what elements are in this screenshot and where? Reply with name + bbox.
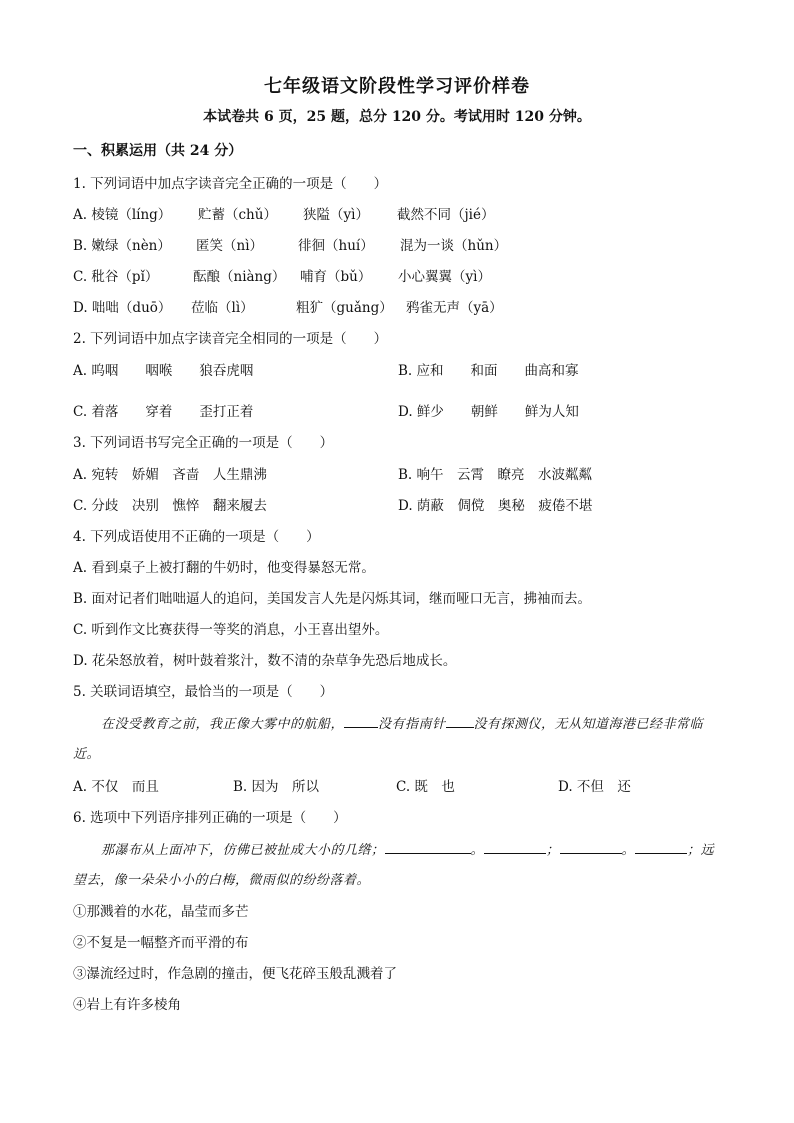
q3-option-b: B. 响午 云霄 瞭亮 水波粼粼 bbox=[398, 467, 593, 483]
q1-option-c-1: C. 秕谷（pǐ） bbox=[73, 269, 159, 285]
q6-passage-line-2: 望去，像一朵朵小小的白梅，微雨似的纷纷落着。 bbox=[73, 873, 371, 888]
q2-option-c: C. 着落 穿着 歪打正着 bbox=[73, 404, 254, 420]
q6-item-2: ②不复是一幅整齐而平滑的布 bbox=[73, 935, 249, 951]
q4-option-b: B. 面对记者们咄咄逼人的追问，美国发言人先是闪烁其词，继而哑口无言，拂袖而去。 bbox=[73, 591, 592, 607]
q1-option-a-2: 贮蓄（chǔ） bbox=[198, 207, 277, 223]
q5-blank-2 bbox=[446, 715, 474, 728]
q5-option-b: B. 因为 所以 bbox=[233, 779, 320, 795]
q1-option-a-1: A. 棱镜（líng） bbox=[73, 207, 172, 223]
q6-blank-3 bbox=[560, 841, 622, 854]
q1-option-b-2: 匿笑（nì） bbox=[196, 238, 264, 254]
q3-option-c: C. 分歧 决别 憔悴 翻来履去 bbox=[73, 498, 267, 514]
q1-option-b-3: 徘徊（huí） bbox=[298, 238, 374, 254]
q5-passage-part-a: 在没受教育之前，我正像大雾中的航船， bbox=[101, 717, 345, 732]
q6-separator-4: ；远 bbox=[687, 843, 715, 858]
q6-item-3: ③瀑流经过时，作急剧的撞击，便飞花碎玉般乱溅着了 bbox=[73, 966, 397, 982]
q1-option-d-1: D. 咄咄（duō） bbox=[73, 300, 172, 316]
q1-option-d-3: 粗犷（guǎng） bbox=[296, 300, 393, 316]
q2-option-a: A. 呜咽 咽喉 狼吞虎咽 bbox=[73, 363, 254, 379]
q4-option-d: D. 花朵怒放着，树叶鼓着浆汁，数不清的杂草争先恐后地成长。 bbox=[73, 653, 457, 669]
q6-separator-2: ； bbox=[546, 843, 560, 858]
q5-option-c: C. 既 也 bbox=[396, 779, 455, 795]
q1-option-a-4: 截然不同（jié） bbox=[397, 207, 495, 223]
q5-passage-part-b: 没有指南针 bbox=[378, 717, 446, 732]
q6-passage-line-1 bbox=[101, 839, 714, 858]
q1-option-b-4: 混为一谈（hǔn） bbox=[400, 238, 508, 254]
q2-option-b: B. 应和 和面 曲高和寡 bbox=[398, 363, 579, 379]
q6-blank-4 bbox=[635, 841, 687, 854]
q1-option-c-4: 小心翼翼（yì） bbox=[398, 269, 491, 285]
question-5-stem: 5. 关联词语填空，最恰当的一项是（ ） bbox=[73, 684, 334, 700]
q1-option-b-1: B. 嫩绿（nèn） bbox=[73, 238, 171, 254]
q6-item-1: ①那溅着的水花，晶莹而多芒 bbox=[73, 904, 249, 920]
q5-blank-1 bbox=[344, 715, 378, 728]
q5-option-d: D. 不但 还 bbox=[558, 779, 631, 795]
q1-option-a-3: 狭隘（yì） bbox=[303, 207, 369, 223]
q4-option-c: C. 听到作文比赛获得一等奖的消息，小王喜出望外。 bbox=[73, 622, 389, 638]
question-2-stem: 2. 下列词语中加点字读音完全相同的一项是（ ） bbox=[73, 331, 388, 347]
q5-passage-line-1 bbox=[101, 713, 703, 732]
q1-option-c-3: 哺育（bǔ） bbox=[300, 269, 372, 285]
q1-option-d-2: 莅临（lì） bbox=[191, 300, 254, 316]
q6-blank-2 bbox=[484, 841, 546, 854]
q6-blank-1 bbox=[385, 841, 471, 854]
section-heading: 一、积累运用（共 24 分） bbox=[73, 143, 243, 159]
q6-passage-part-a: 那瀑布从上面冲下，仿佛已被扯成大小的几绺； bbox=[101, 843, 385, 858]
q1-option-c-2: 酝酿（niàng） bbox=[193, 269, 286, 285]
q6-separator-1: 。 bbox=[470, 843, 485, 858]
q5-option-a: A. 不仅 而且 bbox=[73, 779, 159, 795]
q1-option-d-4: 鸦雀无声（yā） bbox=[406, 300, 503, 316]
question-6-stem: 6. 选项中下列语序排列正确的一项是（ ） bbox=[73, 810, 347, 826]
q6-item-4: ④岩上有许多棱角 bbox=[73, 997, 181, 1013]
q3-option-d: D. 荫蔽 倜傥 奥秘 疲倦不堪 bbox=[398, 498, 593, 514]
q5-passage-line-2: 近。 bbox=[73, 747, 101, 762]
question-4-stem: 4. 下列成语使用不正确的一项是（ ） bbox=[73, 529, 320, 545]
q3-option-a: A. 宛转 娇媚 吝啬 人生鼎沸 bbox=[73, 467, 267, 483]
question-1-stem: 1. 下列词语中加点字读音完全正确的一项是（ ） bbox=[73, 176, 388, 192]
page-title: 七年级语文阶段性学习评价样卷 bbox=[264, 76, 530, 97]
q6-separator-3: 。 bbox=[621, 843, 636, 858]
exam-instructions: 本试卷共 6 页，25 题，总分 120 分。考试用时 120 分钟。 bbox=[203, 109, 591, 125]
q2-option-d: D. 鲜少 朝鲜 鲜为人知 bbox=[398, 404, 579, 420]
q4-option-a: A. 看到桌子上被打翻的牛奶时，他变得暴怒无常。 bbox=[73, 560, 375, 576]
q5-passage-part-c: 没有探测仪，无从知道海港已经非常临 bbox=[473, 717, 704, 732]
question-3-stem: 3. 下列词语书写完全正确的一项是（ ） bbox=[73, 435, 334, 451]
